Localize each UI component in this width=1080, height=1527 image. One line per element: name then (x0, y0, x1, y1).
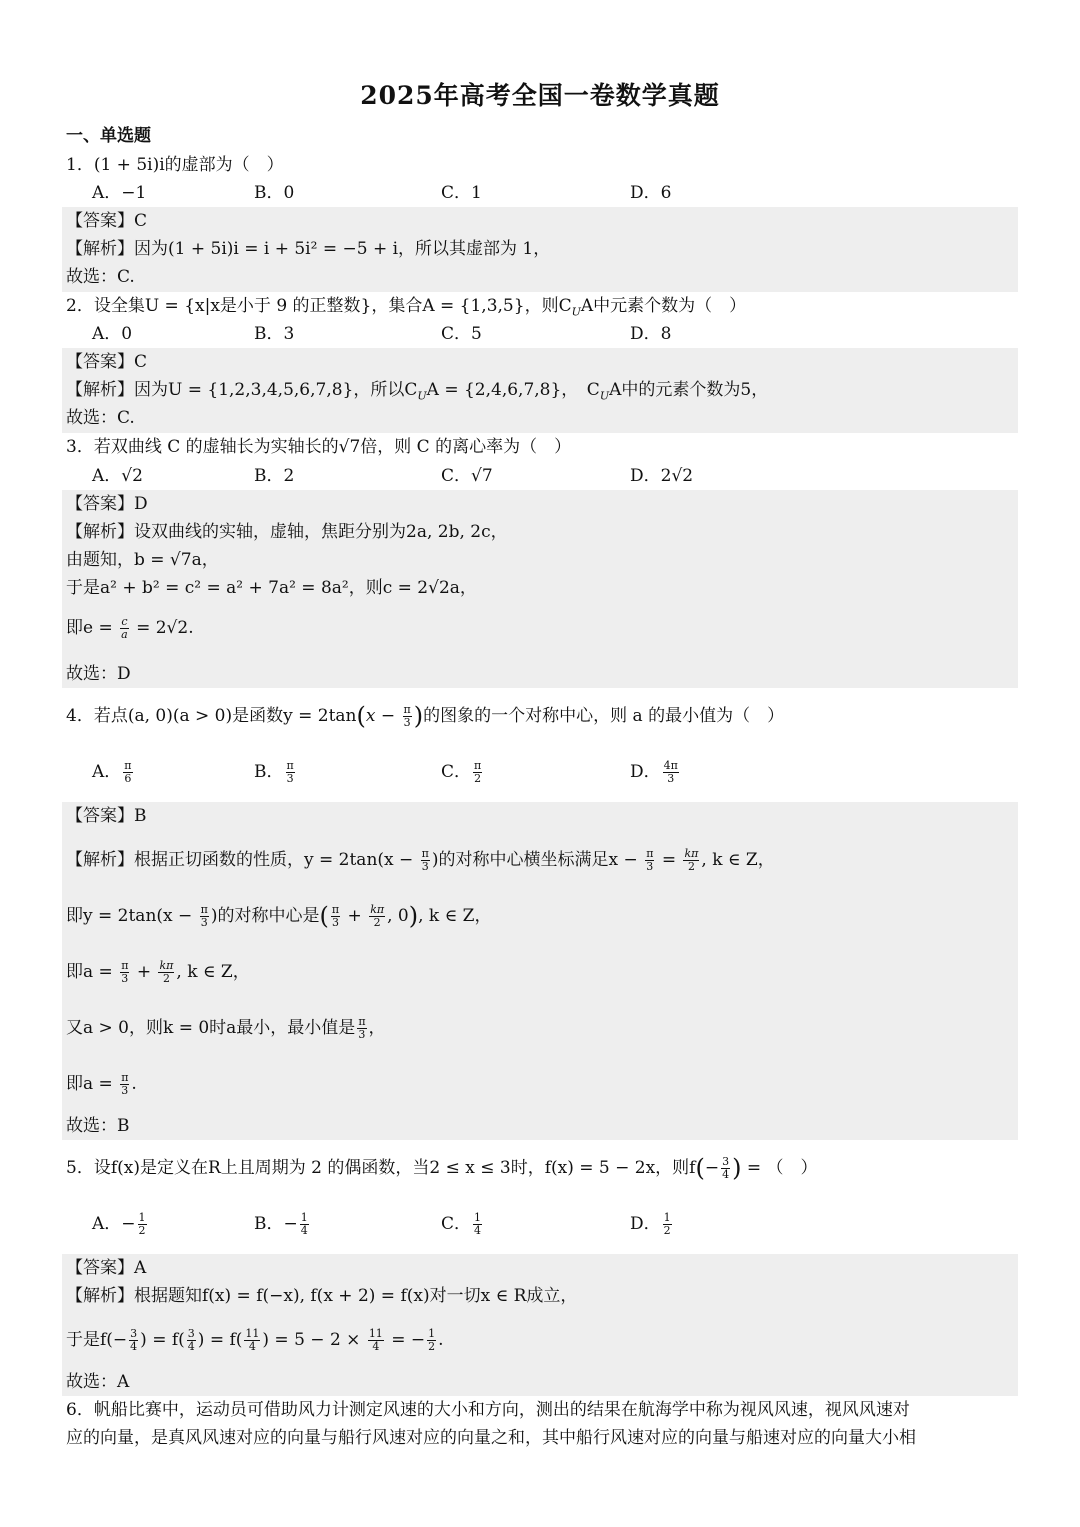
q3-choose: D (117, 664, 131, 684)
q4-analysis-line5: 即a = $\frac{\pi}{3}$ . (66, 1071, 137, 1097)
q3-option-d: D．2√2 (630, 466, 694, 486)
choose-prefix: 故选： (66, 408, 117, 428)
q4-answer: B (134, 806, 147, 826)
q5-analysis-line2: 于是f(− $\frac{3}{4}$ ) = f( $\frac{3}{4}$ ) = f( $\frac{11}{4}$ ) = 5 − 2 × $\frac{11}{4}$ = − $\frac{1}{2}$ . (66, 1327, 444, 1353)
answer-tag: 【答案】 (66, 1258, 134, 1278)
answer-tag: 【答案】 (66, 352, 134, 372)
choose-prefix: 故选： (66, 1116, 117, 1136)
q1-option-c: C．1 (441, 183, 482, 203)
q1-analysis: 因为(1 + 5i)i = i + 5i² = −5 + i，所以其虚部为 1， (134, 239, 551, 259)
q2-option-c: C．5 (441, 324, 482, 344)
q1-choose: C. (117, 267, 135, 287)
q3-line3: 于是a² + b² = c² = a² + 7a² = 8a²，则c = 2√2a， (66, 578, 477, 598)
choose-prefix: 故选： (66, 664, 117, 684)
q4-analysis-line1: 【解析】根据正切函数的性质，y = 2tan(x − $\frac{\pi}{3}$ )的对称中心横坐标满足x − $\frac{\pi}{3}$ = $\frac{k\pi}{2}$ , k ∈ Z， (66, 847, 775, 873)
q1-answer: C (134, 211, 148, 231)
q5-analysis-line1: 【解析】根据题知f(x) = f(−x), f(x + 2) = f(x)对一切x ∈ R成立， (66, 1286, 578, 1306)
q3-answer-block (62, 490, 1018, 688)
q1-option-a: A．−1 (92, 183, 147, 203)
q5-answer: A (134, 1258, 147, 1278)
q1-option-d: D．6 (630, 183, 672, 203)
q3-stem: 3．若双曲线 C 的虚轴长为实轴长的√7倍，则 C 的离心率为（ ） (66, 437, 572, 457)
q2-answer: C (134, 352, 148, 372)
choose-prefix: 故选： (66, 1372, 117, 1392)
q4-answer-block (62, 802, 1018, 1140)
q5-option-c: C． $\frac{1}{4}$ (441, 1211, 482, 1237)
choose-prefix: 故选： (66, 267, 117, 287)
q2-analysis: 【解析】因为U = {1,2,3,4,5,6,7,8}，所以$C_UA = \{2,4,6,7,8\}$， $C_UA$中的元素个数为5， (66, 380, 769, 403)
q3-option-a: A．√2 (92, 466, 143, 486)
q4-analysis-line2: 即y = 2tan(x − $\frac{\pi}{3}$ )的对称中心是( $\frac{\pi}{3}$ + $\frac{k\pi}{2}$ , 0), k ∈ Z， (66, 902, 492, 930)
q5-choose: A (117, 1372, 130, 1392)
q4-analysis-line4: 又a > 0，则k = 0时a最小，最小值是 $\frac{\pi}{3}$ ， (66, 1015, 386, 1041)
q3-option-b: B．2 (254, 466, 295, 486)
q3-line4: 即e = $\frac{c}{a}$ = 2√2. (66, 615, 194, 641)
q4-stem: 4．若点(a, 0)(a > 0)是函数y = 2tan(x − $\frac{\pi}{3}$ )的图象的一个对称中心，则 a 的最小值为（ ） (66, 702, 785, 730)
q3-analysis: 设双曲线的实轴，虚轴，焦距分别为2a, 2b, 2c， (134, 522, 508, 542)
q1-stem: 1．(1 + 5i)i的虚部为（ ） (66, 155, 284, 175)
q4-option-c: C． $\frac{\pi}{2}$ (441, 759, 482, 785)
analysis-tag: 【解析】 (66, 239, 134, 259)
q6-stem-line2: 应的向量，是真风风速对应的向量与船行风速对应的向量之和，其中船行风速对应的向量与船速对应的向量大小相 (66, 1428, 916, 1448)
q6-stem-line1: 6．帆船比赛中，运动员可借助风力计测定风速的大小和方向，测出的结果在航海学中称为视风风速，视风风速对 (66, 1400, 910, 1420)
q1-answer-block (62, 207, 1018, 292)
q2-option-a: A．0 (92, 324, 133, 344)
q3-option-c: C．√7 (441, 466, 493, 486)
q5-option-b: B．− $\frac{1}{4}$ (254, 1211, 308, 1237)
q4-option-a: A． $\frac{\pi}{6}$ (92, 759, 132, 785)
q5-option-a: A．− $\frac{1}{2}$ (92, 1211, 146, 1237)
q4-choose: B (117, 1116, 130, 1136)
q2-option-b: B．3 (254, 324, 295, 344)
answer-tag: 【答案】 (66, 806, 134, 826)
q5-option-d: D． $\frac{1}{2}$ (630, 1211, 671, 1237)
q5-stem: 5．设f(x)是定义在R上且周期为 2 的偶函数，当2 ≤ x ≤ 3时，f(x) = 5 − 2x，则f(− $\frac{3}{4}$ ) = （ ） (66, 1154, 818, 1182)
answer-tag: 【答案】 (66, 211, 134, 231)
section-heading: 一、单选题 (66, 126, 151, 146)
answer-tag: 【答案】 (66, 494, 134, 514)
analysis-tag: 【解析】 (66, 522, 134, 542)
q2-option-d: D．8 (630, 324, 672, 344)
q2-stem: 2．设全集U = {x|x是小于 9 的正整数}，集合A = {1,3,5}，则$C_UA$中元素个数为（ ） (66, 296, 747, 319)
q2-answer-block (62, 348, 1018, 433)
q4-option-d: D． $\frac{4\pi}{3}$ (630, 759, 678, 785)
q4-option-b: B． $\frac{\pi}{3}$ (254, 759, 294, 785)
q5-answer-block (62, 1254, 1018, 1396)
q1-option-b: B．0 (254, 183, 295, 203)
q4-analysis-line3: 即a = $\frac{\pi}{3}$ + $\frac{k\pi}{2}$ , k ∈ Z， (66, 959, 250, 985)
q2-choose: C. (117, 408, 135, 428)
page-title: 2025年高考全国一卷数学真题 (360, 81, 720, 110)
q3-answer: D (134, 494, 148, 514)
q3-line2: 由题知，b = √7a， (66, 550, 219, 570)
